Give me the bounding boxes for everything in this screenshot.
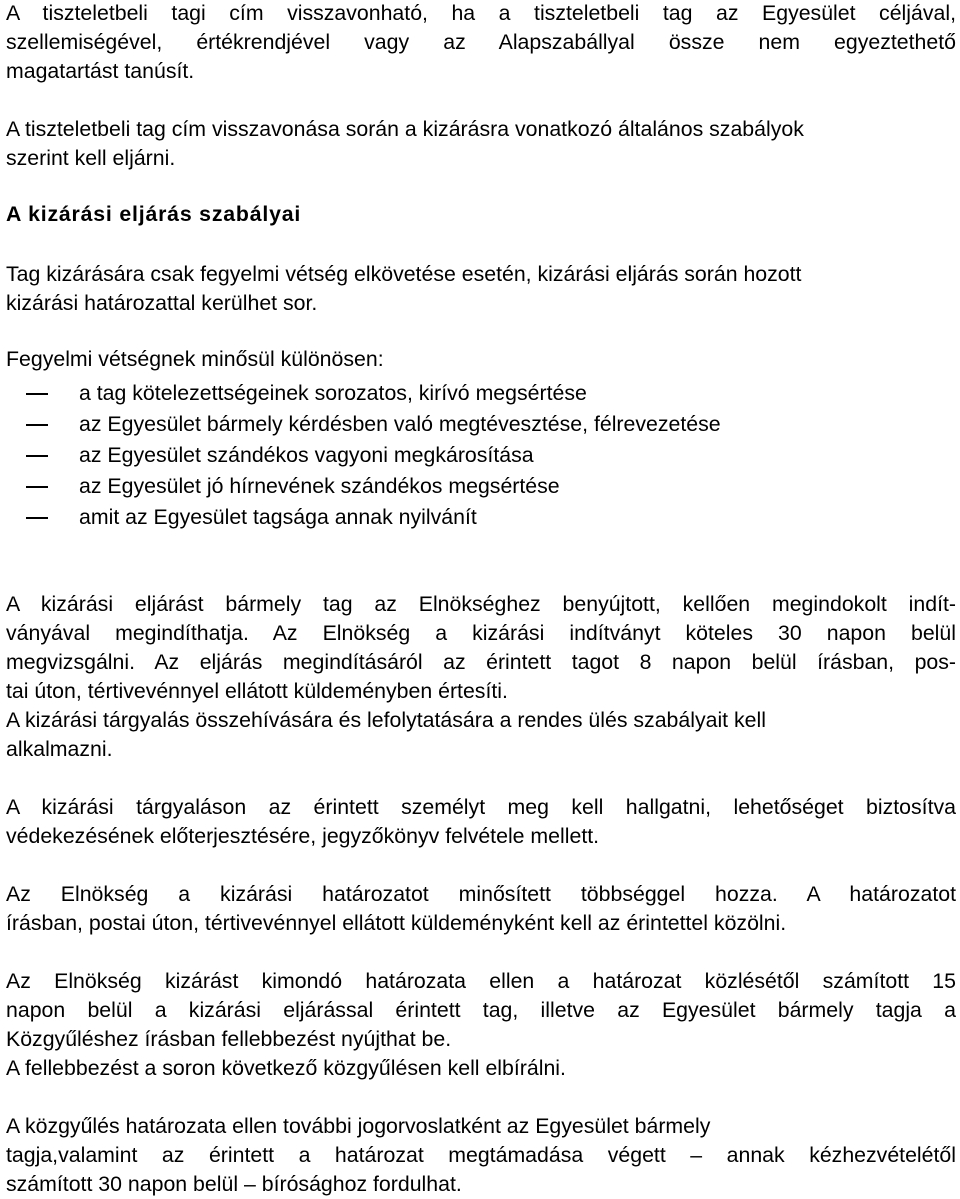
paragraph-line: Közgyűléshez írásban fellebbezést nyújthat be. [6,1027,452,1051]
list-item-text: az Egyesület jó hírnevének szándékos megsértése [79,474,560,498]
paragraph-line: Az Elnökség kizárást kimondó határozata ellen a határozat közlésétől számított 15 [6,969,956,993]
list-item-text: a tag kötelezettségeinek sorozatos, kirívó megsértése [79,381,587,405]
paragraph-line: A kizárási eljárást bármely tag az Elnökséghez benyújtott, kellően megindokolt indít- [6,592,956,616]
paragraph-line: írásban, postai úton, tértivevénnyel ellátott küldeményként kell az érintettel közölni. [6,911,787,935]
paragraph-line: védekezésének előterjesztésére, jegyzőkönyv felvétele mellett. [6,824,600,848]
paragraph-line: Az Elnökség a kizárási határozatot minősített többséggel hozza. A határozatot [6,882,956,906]
dash-bullet-icon [26,486,48,488]
paragraph-line: tai úton, tértivevénnyel ellátott küldeményben értesíti. [6,679,508,703]
list-item-text: az Egyesület bármely kérdésben való megtévesztése, félrevezetése [79,412,721,436]
paragraph-line: A tiszteletbeli tagi cím visszavonható, ha a tiszteletbeli tag az Egyesület céljával, [6,1,956,25]
paragraph-line: számított 30 napon belül – bírósághoz fordulhat. [6,1172,462,1196]
paragraph-line: A tiszteletbeli tag cím visszavonása során a kizárásra vonatkozó általános szabályok [6,117,804,141]
paragraph-line: ványával megindíthatja. Az Elnökség a kizárási indítványt köteles 30 napon belül [6,621,956,645]
paragraph-line: A közgyűlés határozata ellen további jogorvoslatként az Egyesület bármely [6,1114,711,1138]
dash-bullet-icon [26,424,48,426]
section-heading: A kizárási eljárás szabályai [6,202,302,226]
paragraph-line: megvizsgálni. Az eljárás megindításáról az érintett tagot 8 napon belül írásban, pos- [6,650,956,674]
paragraph-line: szerint kell eljárni. [6,146,176,170]
dash-bullet-icon [26,517,48,519]
paragraph-line: A fellebbezést a soron következő közgyűlésen kell elbírálni. [6,1056,566,1080]
paragraph-line: Tag kizárására csak fegyelmi vétség elkövetése esetén, kizárási eljárás során hozott [6,262,802,286]
paragraph-line: A kizárási tárgyaláson az érintett személyt meg kell hallgatni, lehetőséget biztosítva [6,795,956,819]
paragraph-line: A kizárási tárgyalás összehívására és lefolytatására a rendes ülés szabályait kell [6,708,766,732]
paragraph-line: szellemiségével, értékrendjével vagy az Alapszabállyal össze nem egyeztethető [6,30,956,54]
paragraph-line: napon belül a kizárási eljárással érintett tag, illetve az Egyesület bármely tagja a [6,998,956,1022]
paragraph-line: kizárási határozattal kerülhet sor. [6,291,318,315]
list-intro: Fegyelmi vétségnek minősül különösen: [6,347,384,371]
dash-bullet-icon [26,455,48,457]
paragraph-line: tagja,valamint az érintett a határozat megtámadása végett – annak kézhezvételétől [6,1143,956,1167]
dash-bullet-icon [26,393,48,395]
paragraph-line: magatartást tanúsít. [6,59,195,83]
paragraph-line: alkalmazni. [6,737,113,761]
list-item-text: az Egyesület szándékos vagyoni megkárosítása [79,443,534,467]
list-item-text: amit az Egyesület tagsága annak nyilvánít [79,505,477,529]
